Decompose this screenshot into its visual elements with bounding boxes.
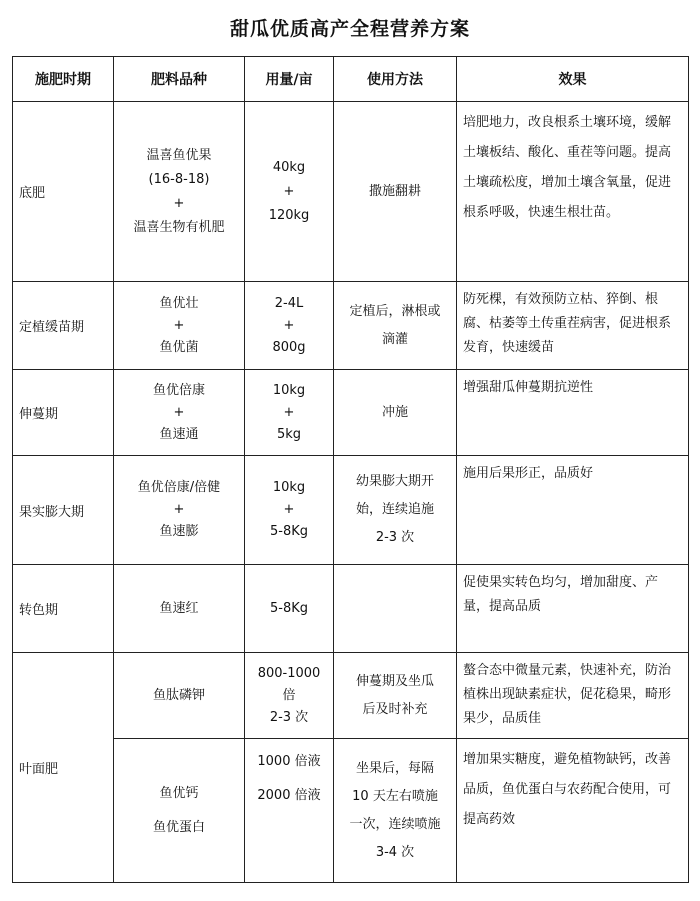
amount-line: 120kg: [268, 207, 310, 223]
nutrition-plan-table: [12, 56, 689, 883]
amount-cell: [245, 102, 334, 282]
fertilizer-line: 鱼优倍康: [152, 382, 205, 398]
amount-cell: [245, 282, 334, 370]
stage-cell: 底肥: [13, 102, 114, 282]
method-cell: [334, 565, 457, 653]
table-row: [13, 370, 689, 456]
table-row: [13, 739, 689, 883]
fertilizer-line: +: [173, 317, 185, 333]
effect-text: 促使果实转色均匀，增加甜度、产量，提高品质: [463, 575, 659, 614]
effect-text: 培肥地力，改良根系土壤环境，缓解土壤板结、酸化、重茬等问题。提高土壤疏松度，增加土壤含氧量，促进根系呼吸，快速生根壮苗。: [463, 115, 672, 220]
amount-line: 2-3 次: [269, 709, 309, 725]
fertilizer-line: (16-8-18): [148, 171, 210, 187]
amount-line: 800-1000: [257, 665, 321, 681]
method-line: 冲施: [381, 404, 408, 420]
method-line: 10 天左右喷施: [352, 788, 438, 804]
amount-line: 5kg: [276, 426, 302, 442]
method-line: 伸蔓期及坐瓜: [355, 673, 434, 689]
method-cell: [334, 282, 457, 370]
table-row: [13, 456, 689, 565]
fertilizer-line: 鱼优倍康/倍健: [137, 480, 221, 495]
fertilizer-line: +: [173, 502, 185, 517]
effect-cell: [457, 370, 689, 456]
amount-cell: [245, 653, 334, 739]
page-title: 甜瓜优质高产全程营养方案: [229, 18, 470, 40]
effect-cell: [457, 653, 689, 739]
method-line: 2-3 次: [375, 530, 415, 545]
method-cell: [334, 456, 457, 565]
table-header-row: [13, 57, 689, 102]
fertilizer-line: 鱼速通: [159, 426, 199, 442]
fertilizer-cell: [114, 739, 245, 883]
fertilizer-line: +: [173, 404, 185, 420]
fertilizer-cell: [114, 282, 245, 370]
amount-line: 1000 倍液: [257, 754, 321, 769]
header-stage: 施肥时期: [13, 57, 114, 102]
fertilizer-line: 鱼优钙: [159, 785, 199, 801]
amount-cell: [245, 456, 334, 565]
method-line: 一次，连续喷施: [349, 816, 441, 832]
amount-line: 10kg: [272, 480, 306, 495]
fertilizer-line: 鱼优壮: [159, 295, 199, 311]
amount-line: 10kg: [272, 382, 306, 398]
method-line: 滴灌: [381, 331, 408, 347]
effect-text: 螯合态中微量元素，快速补充，防治植株出现缺素症状，促花稳果，畸形果少，品质佳: [463, 663, 672, 726]
stage-cell: 果实膨大期: [13, 456, 114, 565]
fertilizer-line: 鱼优菌: [159, 339, 199, 355]
table-row: [13, 565, 689, 653]
amount-line: +: [283, 183, 295, 199]
amount-line: 2-4L: [274, 295, 304, 311]
effect-cell: [457, 456, 689, 565]
fertilizer-cell: [114, 565, 245, 653]
table-row: [13, 102, 689, 282]
fertilizer-line: +: [173, 195, 185, 211]
header-amount: 用量/亩: [245, 57, 334, 102]
table-row: [13, 653, 689, 739]
amount-line: +: [283, 502, 295, 517]
stage-cell: 叶面肥: [13, 653, 114, 883]
header-effect: 效果: [457, 57, 689, 102]
fertilizer-line: 鱼速红: [159, 600, 199, 616]
amount-line: 5-8Kg: [269, 600, 308, 616]
method-line: 3-4 次: [375, 844, 415, 860]
amount-line: 2000 倍液: [257, 788, 321, 803]
stage-cell: 定植缓苗期: [13, 282, 114, 370]
header-method: 使用方法: [334, 57, 457, 102]
fertilizer-line: 鱼速膨: [159, 524, 199, 539]
table-row: [13, 282, 689, 370]
fertilizer-line: 温喜鱼优果: [146, 147, 212, 163]
method-line: 幼果膨大期开: [355, 474, 434, 489]
amount-line: 40kg: [272, 159, 306, 175]
amount-cell: [245, 739, 334, 883]
effect-cell: [457, 102, 689, 282]
method-line: 后及时补充: [362, 701, 428, 717]
amount-line: +: [283, 404, 295, 420]
method-line: 始，连续追施: [355, 502, 434, 517]
effect-cell: [457, 282, 689, 370]
amount-line: 倍: [282, 687, 296, 703]
effect-text: 增强甜瓜伸蔓期抗逆性: [463, 380, 594, 395]
method-line: 坐果后，每隔: [355, 760, 434, 776]
method-line: 撒施翻耕: [368, 183, 421, 199]
method-cell: [334, 739, 457, 883]
effect-text: 增加果实糖度，避免植物缺钙，改善品质，鱼优蛋白与农药配合使用，可提高药效: [463, 752, 672, 827]
amount-line: +: [283, 317, 295, 333]
effect-text: 防死棵，有效预防立枯、猝倒、根腐、枯萎等土传重茬病害，促进根系发育，快速缓苗: [463, 292, 672, 355]
fertilizer-line: 鱼优蛋白: [152, 819, 205, 835]
amount-line: 800g: [272, 339, 306, 355]
fertilizer-cell: [114, 370, 245, 456]
fertilizer-cell: [114, 456, 245, 565]
method-line: 定植后，淋根或: [349, 303, 441, 319]
stage-cell: 伸蔓期: [13, 370, 114, 456]
method-cell: [334, 102, 457, 282]
effect-cell: [457, 565, 689, 653]
method-cell: [334, 370, 457, 456]
fertilizer-line: 鱼肽磷钾: [152, 687, 205, 703]
fertilizer-cell: [114, 102, 245, 282]
fertilizer-cell: [114, 653, 245, 739]
header-fertilizer: 肥料品种: [114, 57, 245, 102]
method-cell: [334, 653, 457, 739]
effect-cell: [457, 739, 689, 883]
effect-text: 施用后果形正，品质好: [463, 466, 594, 481]
stage-cell: 转色期: [13, 565, 114, 653]
amount-cell: [245, 565, 334, 653]
fertilizer-line: 温喜生物有机肥: [133, 219, 225, 235]
amount-line: 5-8Kg: [269, 524, 308, 539]
amount-cell: [245, 370, 334, 456]
